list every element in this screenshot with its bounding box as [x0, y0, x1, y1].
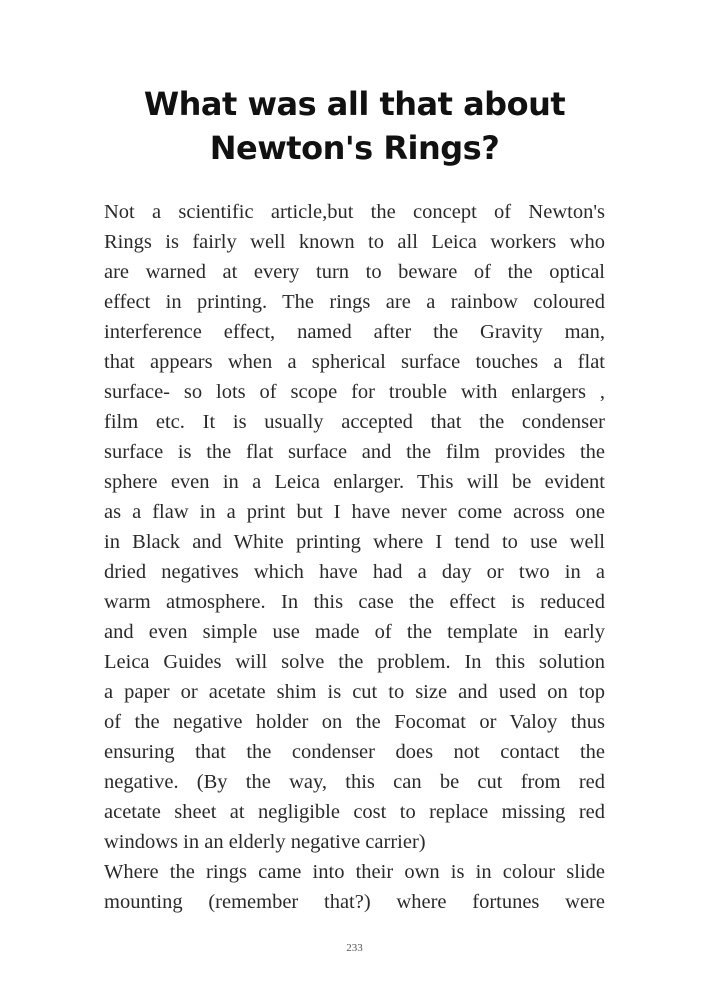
body-line: are warned at every turn to beware of the optical [104, 261, 605, 283]
body-line: surface- so lots of scope for trouble with enlargers , [104, 381, 605, 403]
body-line: mounting (remember that?) where fortunes were [104, 891, 605, 913]
body-line: Where the rings came into their own is in colour slide [104, 861, 605, 883]
body-line: dried negatives which have had a day or two in a [104, 561, 605, 583]
article-body [104, 197, 605, 917]
body-line: ensuring that the condenser does not contact the [104, 741, 605, 763]
page-number: 233 [346, 942, 363, 954]
body-line: that appears when a spherical surface touches a flat [104, 351, 605, 373]
body-line: acetate sheet at negligible cost to replace missing red [104, 801, 605, 823]
body-line: as a flaw in a print but I have never come across one [104, 501, 605, 523]
body-line: of the negative holder on the Focomat or Valoy thus [104, 711, 605, 733]
body-line: warm atmosphere. In this case the effect is reduced [104, 591, 605, 613]
body-line: Rings is fairly well known to all Leica workers who [104, 231, 605, 253]
title-line-1: What was all that about [143, 85, 566, 123]
body-line: negative. (By the way, this can be cut from red [104, 771, 605, 793]
page-title [60, 82, 649, 170]
body-line: Not a scientific article,but the concept of Newton's [104, 201, 605, 223]
title-line-2: Newton's Rings? [209, 129, 500, 167]
body-line: surface is the flat surface and the film provides the [104, 441, 605, 463]
body-line: Leica Guides will solve the problem. In this solution [104, 651, 605, 673]
body-line: windows in an elderly negative carrier) [104, 831, 426, 853]
body-line: sphere even in a Leica enlarger. This will be evident [104, 471, 605, 493]
body-line: film etc. It is usually accepted that the condenser [104, 411, 605, 433]
body-line: and even simple use made of the template in early [104, 621, 605, 643]
body-line: in Black and White printing where I tend to use well [104, 531, 605, 553]
body-line: a paper or acetate shim is cut to size and used on top [104, 681, 605, 703]
body-line: interference effect, named after the Gravity man, [104, 321, 605, 343]
body-line: effect in printing. The rings are a rainbow coloured [104, 291, 605, 313]
